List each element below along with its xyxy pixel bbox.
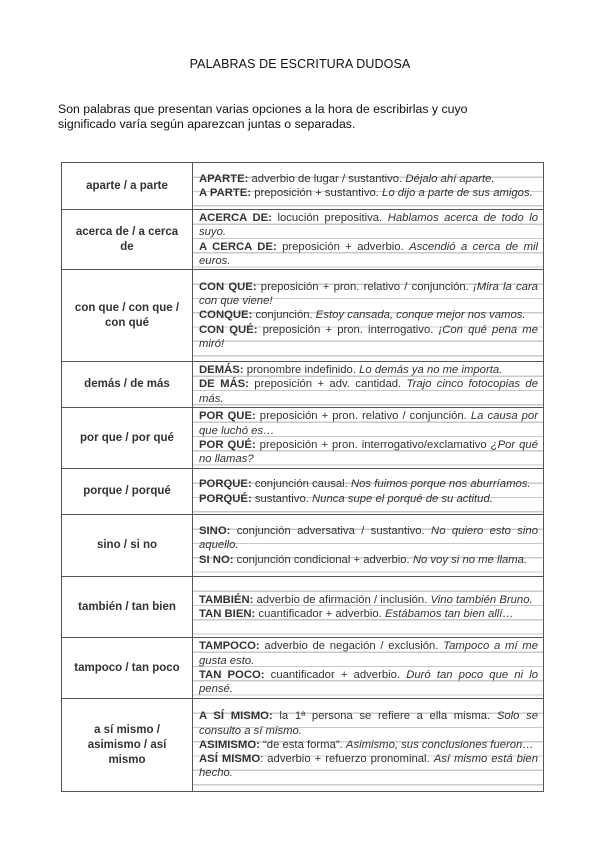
definition-term: PORQUE: <box>199 478 252 491</box>
definition <box>199 438 538 467</box>
definition-description: locución prepositiva. <box>271 211 388 224</box>
definition-example: Así mismo está bien hecho. <box>199 753 538 780</box>
definitions-cell <box>193 163 544 210</box>
definition <box>199 738 538 752</box>
definition <box>199 377 538 406</box>
definition <box>199 593 538 607</box>
definitions-cell <box>193 577 544 638</box>
definition-example: Nunca supe el porqué de su actitud. <box>312 492 493 505</box>
definition-description: preposición + sustantivo. <box>251 187 383 199</box>
definition-example: Duró tan poco que ni lo pensé. <box>199 669 538 696</box>
definition <box>199 752 538 781</box>
definition-description: pronombre indefinido. <box>243 364 360 377</box>
definition <box>199 186 538 200</box>
definitions-cell <box>193 270 544 362</box>
definition <box>199 323 538 352</box>
term-cell: también / tan bien <box>62 577 193 638</box>
definition-description: cuantificador + adverbio. <box>264 669 407 681</box>
term-cell: acerca de / a cerca de <box>62 210 193 270</box>
definition-example: Estábamos tan bien allí… <box>384 608 514 620</box>
table-row <box>62 163 544 210</box>
definition <box>199 709 538 738</box>
definition-example: La causa por que luchó es… <box>199 410 538 437</box>
table-row <box>62 270 544 362</box>
definition <box>199 524 538 553</box>
table-row <box>62 577 544 638</box>
definition-term: POR QUE: <box>199 410 256 423</box>
definition-description: preposición + pron. relativo / conjunción. <box>255 410 471 423</box>
definition <box>199 492 538 506</box>
definition-example: Lo demás ya no me importa. <box>359 364 503 377</box>
definition-term: A SÍ MISMO: <box>199 710 273 723</box>
definition-example: No voy si no me llama. <box>412 553 528 566</box>
definition-example: Asimismo, sus conclusiones fueron… <box>345 738 534 751</box>
term-cell: por que / por qué <box>62 408 193 469</box>
term-cell: a sí mismo / asimismo / así mismo <box>62 699 193 792</box>
definition-example: Tampoco a mí me gusta esto. <box>199 640 538 667</box>
definition-description: conjunción. <box>252 309 316 322</box>
definition-term: ACERCA DE: <box>199 211 272 224</box>
definition-term: CON QUE: <box>199 280 257 293</box>
definition-description: sustantivo. <box>251 492 313 505</box>
definition-term: A CERCA DE: <box>199 240 277 253</box>
definition-description: preposición + pron. interrogativo. <box>257 323 439 336</box>
definition-example: Vino también Bruno. <box>430 593 533 606</box>
definition-example: Lo dijo a parte de sus amigos. <box>382 187 533 199</box>
definition <box>199 172 538 186</box>
definitions-cell <box>193 638 544 699</box>
definition <box>199 607 538 621</box>
definition <box>199 477 538 491</box>
definition-term: PORQUÉ: <box>199 492 252 505</box>
definition-term: TAN POCO: <box>199 669 265 681</box>
definition-term: CONQUE: <box>199 309 253 322</box>
definition-description: preposición + pron. interrogativo/exclamativo <box>255 439 491 451</box>
table-row <box>62 638 544 699</box>
definition-example: Déjalo ahí aparte. <box>405 172 495 185</box>
term-cell: aparte / a parte <box>62 163 193 210</box>
definition-term: ASÍ MISMO <box>199 753 261 766</box>
definitions-cell <box>193 699 544 792</box>
definition-description: preposición + adverbio. <box>276 240 410 253</box>
definitions-cell <box>193 362 544 408</box>
definition-description: la 1ª persona se refiere a ella misma. <box>272 710 497 723</box>
definition-example: ¡Con qué pena me miró! <box>199 323 538 350</box>
words-table <box>61 162 544 792</box>
definition-description: adverbio de lugar / sustantivo. <box>248 172 406 185</box>
definitions-cell <box>193 515 544 577</box>
term-cell: sino / si no <box>62 515 193 577</box>
definition-description: conjunción adversativa / sustantivo. <box>230 525 432 538</box>
definitions-cell <box>193 210 544 270</box>
definition-term: CON QUÉ: <box>199 323 258 336</box>
table-row <box>62 408 544 469</box>
definition-term: SINO: <box>199 525 231 538</box>
definitions-cell <box>193 469 544 515</box>
definition-example: Trajo cinco fotocopias de más. <box>199 378 538 405</box>
definition-description: “de esta forma”. <box>259 738 346 751</box>
table-row <box>62 210 544 270</box>
definition-term: A PARTE: <box>199 187 252 199</box>
definition-description: adverbio de negación / exclusión. <box>259 640 444 653</box>
definition <box>199 409 538 438</box>
definition-term: DE MÁS: <box>199 378 249 391</box>
definition-example: No quiero esto sino aquello. <box>199 525 538 552</box>
term-cell: demás / de más <box>62 362 193 408</box>
definition-description: : adverbio + refuerzo pronominal. <box>260 753 434 766</box>
definition-description: preposición + adv. cantidad. <box>248 378 407 391</box>
definition-example: ¿Por qué no llamas? <box>199 439 538 466</box>
definition-description: preposición + pron. relativo / conjunción. <box>256 280 474 293</box>
table-row <box>62 362 544 408</box>
intro-paragraph: Son palabras que presentan varias opciones a la hora de escribirlas y cuyo significado varía según aparezcan juntas o separadas. <box>58 102 468 131</box>
definition-example: Hablamos acerca de todo lo suyo. <box>199 211 538 239</box>
term-cell: tampoco / tan poco <box>62 638 193 699</box>
definition-term: TAMBIÉN: <box>199 593 254 606</box>
definition-term: TAN BIEN: <box>199 608 256 620</box>
definition-example: Nos fuimos porque nos aburríamos. <box>350 478 531 491</box>
definition-example: ¡Mira la cara con que viene! <box>199 280 538 308</box>
definition <box>199 280 538 309</box>
definition <box>199 211 538 240</box>
definition-description: cuantificador + adverbio. <box>255 608 385 620</box>
definition <box>199 308 538 322</box>
definition-description: adverbio de afirmación / inclusión. <box>253 593 431 606</box>
definition-term: POR QUÉ: <box>199 439 256 451</box>
term-cell: porque / porqué <box>62 469 193 515</box>
definition <box>199 363 538 377</box>
page-title: PALABRAS DE ESCRITURA DUDOSA <box>189 57 411 71</box>
definition-example: Estoy cansada, conque mejor nos vamos. <box>315 309 526 322</box>
definition-description: conjunción causal. <box>251 478 351 491</box>
definition-example: Solo se consulto a sí mismo. <box>199 710 538 737</box>
definition-term: SI NO: <box>199 553 234 566</box>
table-row <box>62 515 544 577</box>
definition <box>199 639 538 668</box>
definitions-cell <box>193 408 544 469</box>
definition <box>199 668 538 697</box>
definition <box>199 240 538 269</box>
table-row <box>62 469 544 515</box>
table-row <box>62 699 544 792</box>
term-cell: con que / con que / con qué <box>62 270 193 362</box>
definition-term: APARTE: <box>199 172 249 185</box>
definition-example: Ascendió a cerca de mil euros. <box>199 240 538 267</box>
definition-description: conjunción condicional + adverbio. <box>233 553 413 566</box>
definition-term: DEMÁS: <box>199 364 244 377</box>
definition-term: ASIMISMO: <box>199 738 260 751</box>
definition <box>199 553 538 567</box>
definition-term: TAMPOCO: <box>199 640 260 653</box>
